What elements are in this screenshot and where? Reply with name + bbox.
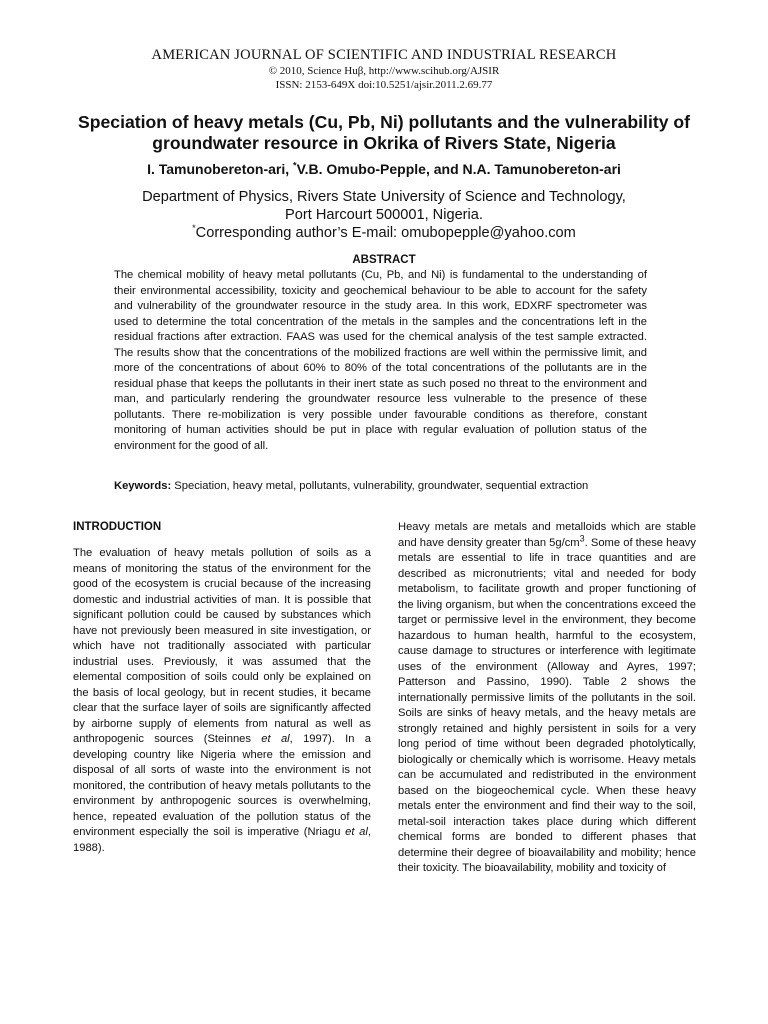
intro-right-text-b: . Some of these heavy metals are essential to life in trace quantities and are described as micronutrients; vital and needed for body metabolism, to facilitate growth and proper functioning of the living organism, but when the concentrations exceed the target or permissive level in the environment, they become hazardous to human health, harmful to the ecosystem, cause damage to structures or interference with legitimate uses of the environment (Alloway and Ayres, 1997; Patterson and Passino, 1990). Table 2 shows the internationally permissive limits of the pollutants in the soil. Soils are sinks of heavy metals, and the heavy metals are strongly retained and highly persistent in soils for a very long period of time without been degraded photolytically, biologically or chemically which is worrisome. Heavy metals can be accumulated and redistributed in the environment based on the biogeochemical cycle. When these heavy metals enter the environment and find their way to the soil, metal-soil interaction takes place during which different chemical forms are bonded to different phases that determine their degree of bioavailability and mobility; hence their toxicity. The bioavailability, mobility and toxicity of <box>398 536 696 874</box>
corresponding-email-mark: * <box>192 223 196 234</box>
intro-left-text-b: , 1997). In a developing country like Nigeria where the emission and disposal of all sorts of waste into the environment is not monitored, the contribution of heavy metals pollutants to the environment by anthropogenic sources is overwhelming, hence, repeated evaluation of the pollution status of the environment especially the soil is imperative (Nriagu <box>73 733 371 838</box>
author-1: I. Tamunobereton-ari, <box>147 161 294 177</box>
keywords-text: Speciation, heavy metal, pollutants, vulnerability, groundwater, sequential extraction <box>171 480 589 492</box>
author-rest: V.B. Omubo-Pepple, and N.A. Tamunobereton-ari <box>296 161 621 177</box>
journal-copyright: © 2010, Science Huβ, http://www.scihub.org/AJSIR <box>268 65 500 77</box>
keywords <box>114 479 674 494</box>
intro-left-text-a: The evaluation of heavy metals pollution of soils as a means of monitoring the status of the environment for the good of the ecosystem is crucial because of the increasing domestic and industrial activities of man. It is possible that significant pollution could be caused by substances which have not previously been measured in site investigation, or which have not traditionally associated with particular industrial uses. Previously, it was assumed that the elemental composition of soils could only be explained on the basis of local geology, but in recent studies, it became clear that the surface layer of soils are significantly affected by airborne supply of elements from natural as well as anthropogenic sources (Steinnes <box>73 547 371 745</box>
abstract-text: The chemical mobility of heavy metal pollutants (Cu, Pb, and Ni) is fundamental to the understanding of their environmental accessibility, toxicity and geochemical behaviour to be able to account for the safety and vulnerability of the groundwater resource in the study area. In this work, EDXRF spectrometer was used to determine the total concentration of the metals in the samples and the concentrations left in the residual fractions after extraction. FAAS was used for the chemical analysis of the test sample extracted. The results show that the concentrations of the mobilized fractions are well within the permissive limit, and more of the concentrations of about 60% to 80% of the total concentrations of the pollutants are in the residual phase that keeps the pollutants in their inert state as such posed no threat to the environment and man, and particularly rendering the groundwater resource less vulnerable to the presence of these pollutants. There re-mobilization is very possible under favourable conditions as therefore, constant monitoring of human activities should be put in place with regular evaluation of pollution status of the environment for the good of all. <box>114 269 647 452</box>
paper-title: Speciation of heavy metals (Cu, Pb, Ni) pollutants and the vulnerability of groundwater resource in Okrika of Rivers State, Nigeria <box>78 112 690 153</box>
left-column <box>73 520 371 856</box>
abstract-heading: ABSTRACT <box>352 254 416 266</box>
section-heading-introduction: INTRODUCTION <box>73 521 162 533</box>
citation-etal-2: et al <box>345 826 368 838</box>
intro-left-text-c: , 1988). <box>73 826 371 854</box>
journal-issn: ISSN: 2153-649X doi:10.5251/ajsir.2011.2.69.77 <box>275 79 493 91</box>
affiliation <box>100 188 668 242</box>
intro-paragraph-left <box>73 546 371 856</box>
intro-paragraph-right <box>398 520 696 877</box>
intro-right-text-a: Heavy metals are metals and metalloids which are stable and have density greater than 5g/cm <box>398 521 696 549</box>
affiliation-line-2: Port Harcourt 500001, Nigeria. <box>285 207 483 223</box>
corresponding-email <box>100 224 668 242</box>
superscript-3: 3 <box>579 532 585 543</box>
corresponding-email-text: Corresponding author’s E-mail: omubopepple@yahoo.com <box>195 225 576 241</box>
affiliation-line-1: Department of Physics, Rivers State University of Science and Technology, <box>142 189 626 205</box>
citation-etal-1: et al <box>261 733 290 745</box>
keywords-label: Keywords: <box>114 480 172 492</box>
journal-name: AMERICAN JOURNAL OF SCIENTIFIC AND INDUSTRIAL RESEARCH <box>151 47 617 63</box>
journal-header <box>0 46 768 92</box>
right-column <box>398 520 696 877</box>
corresponding-mark: * <box>293 160 297 171</box>
author-list <box>40 160 728 178</box>
